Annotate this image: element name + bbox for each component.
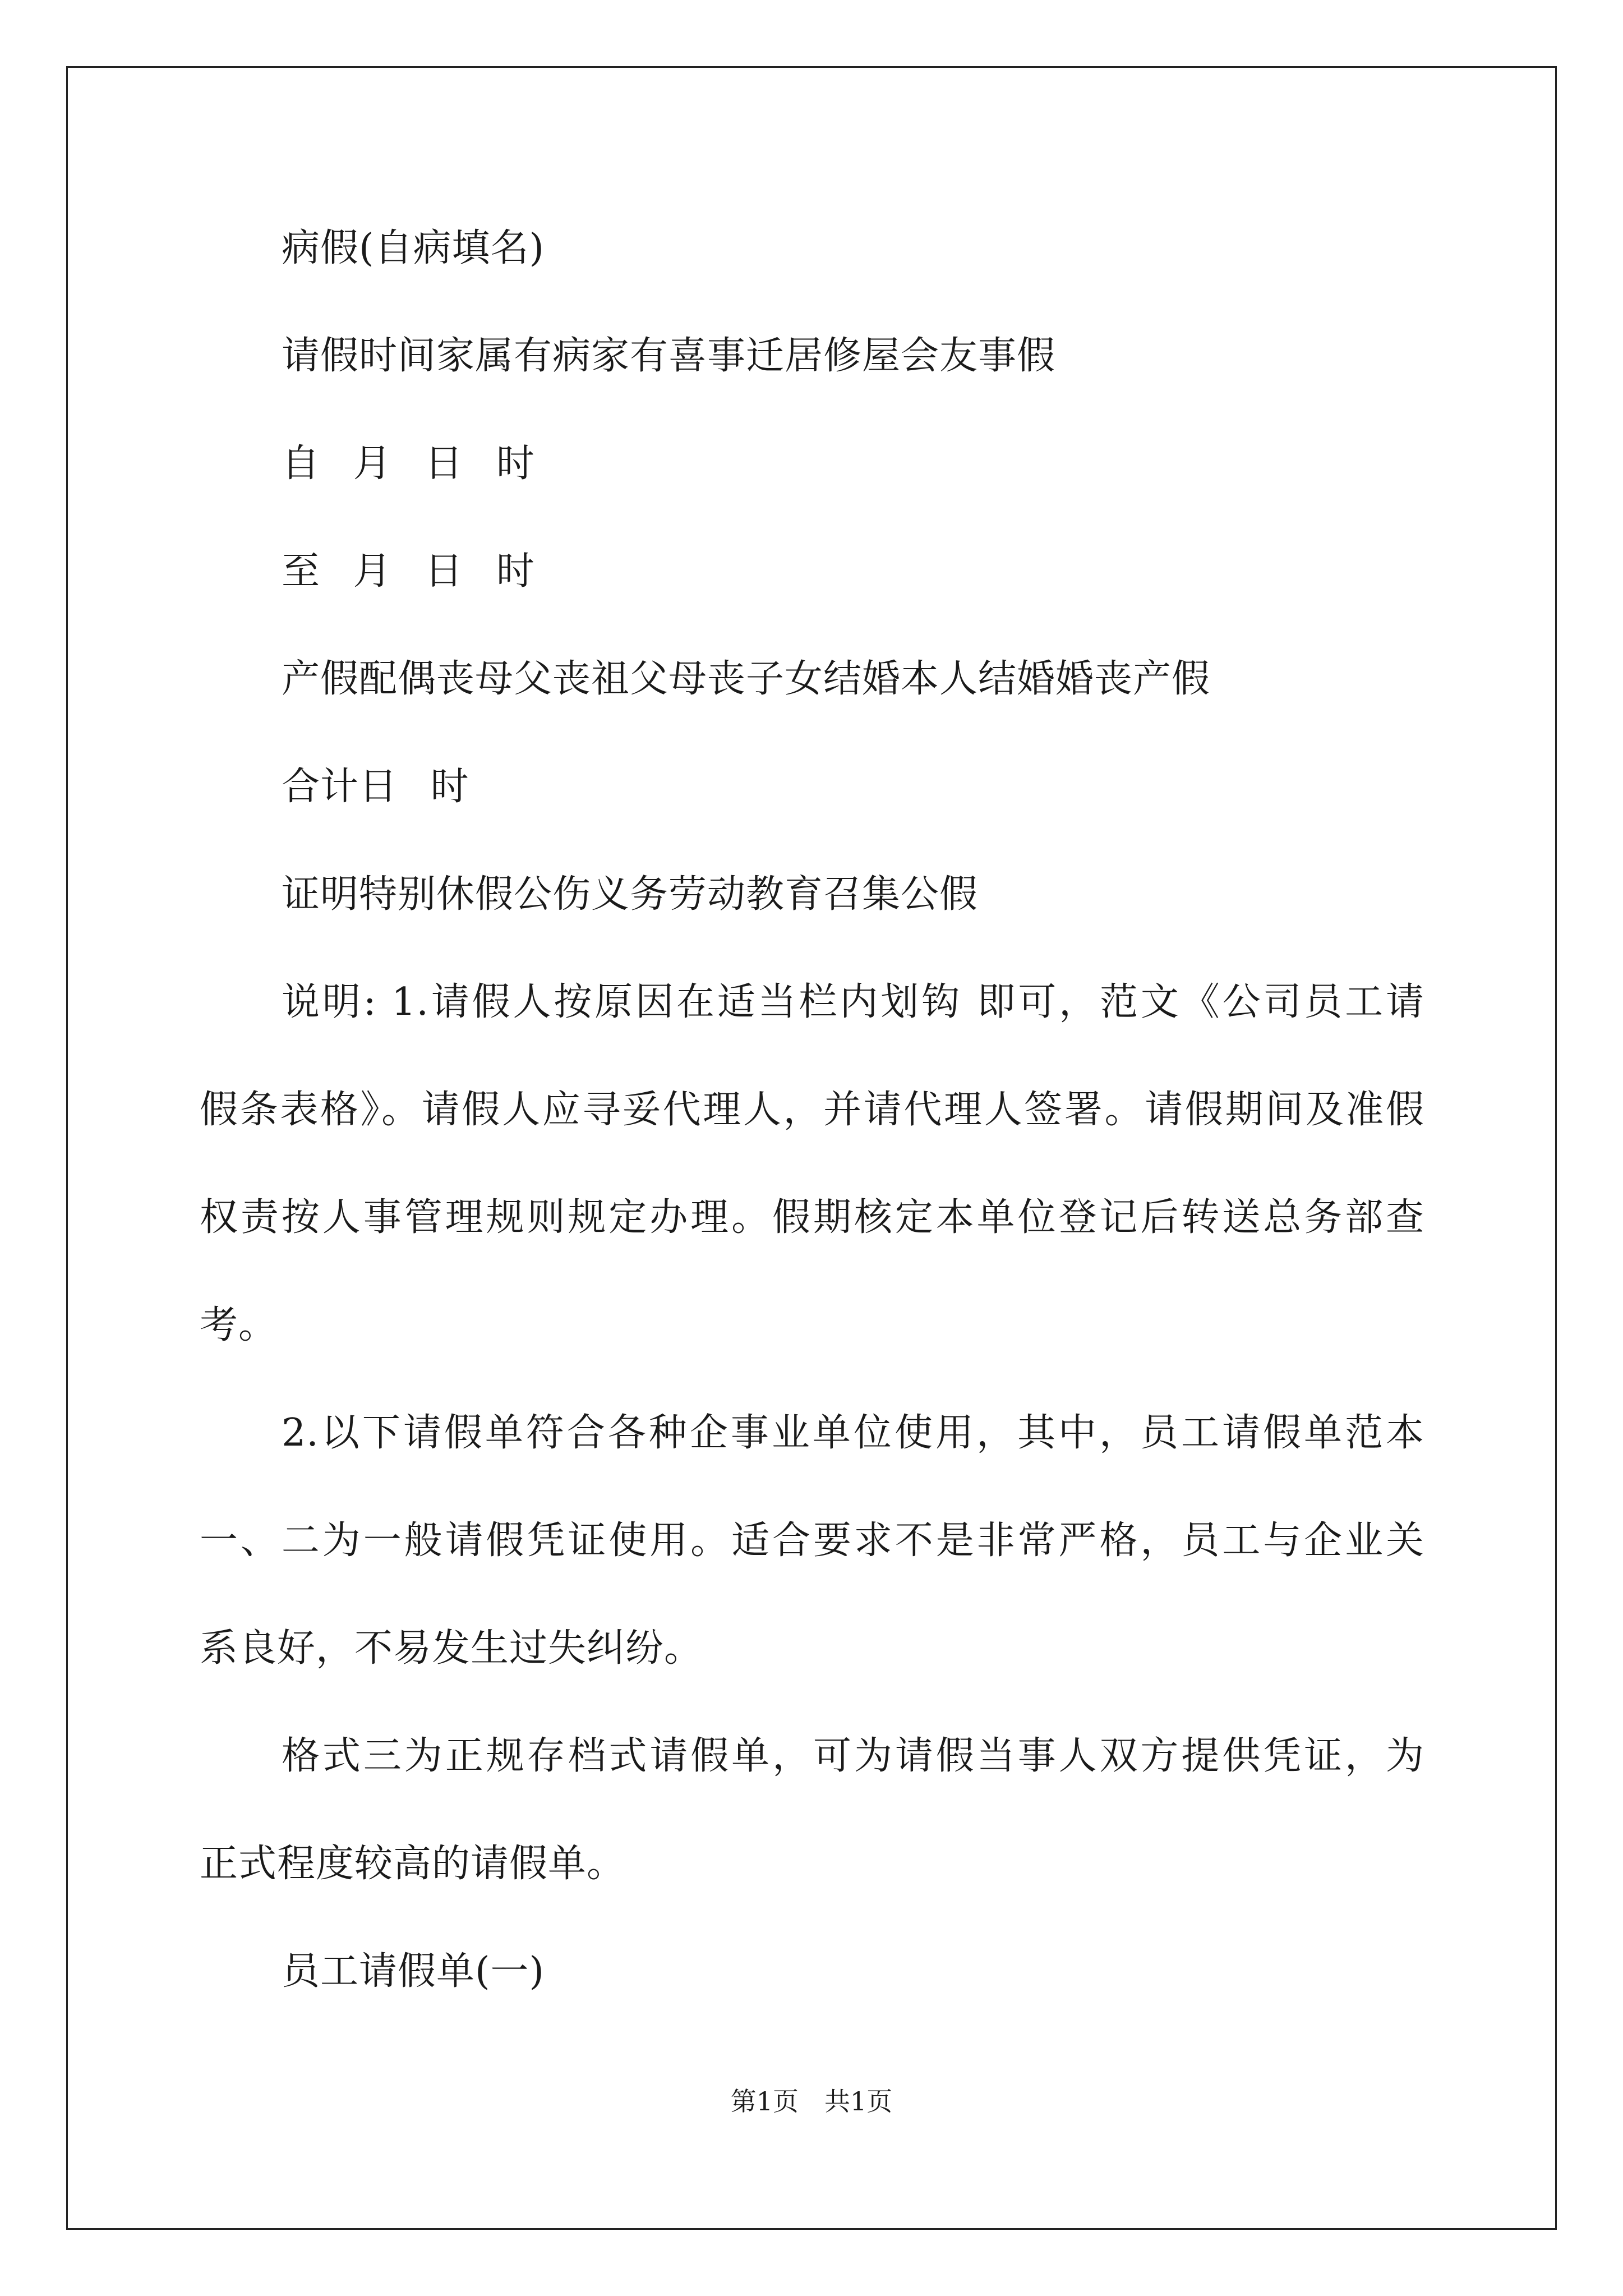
page-number: 第1页 共1页 bbox=[730, 2086, 893, 2116]
maternity-leave-line: 产假配偶丧母父丧祖父母丧子女结婚本人结婚婚丧产假 bbox=[282, 657, 1211, 701]
note-2-line-1: 2.以下请假单符合各种企事业单位使用，其中，员工请假单范本 bbox=[282, 1411, 1424, 1455]
note-3-line-1: 格式三为正规存档式请假单，可为请假当事人双方提供凭证，为 bbox=[282, 1734, 1424, 1778]
form-title: 员工请假单(一) bbox=[282, 1949, 545, 1994]
leave-time-line: 请假时间家属有病家有喜事迁居修屋会友事假 bbox=[282, 334, 1056, 378]
note-1-line-3: 权责按人事管理规则规定办理。假期核定本单位登记后转送总务部查 bbox=[200, 1195, 1424, 1240]
note-1-line-4: 考。 bbox=[200, 1303, 278, 1347]
page-border bbox=[66, 66, 1557, 2230]
from-date-line: 自 月 日 时 bbox=[282, 441, 535, 486]
note-2-line-2: 一、二为一般请假凭证使用。适合要求不是非常严格，员工与企业关 bbox=[200, 1519, 1424, 1563]
note-1-line-1: 说明: 1.请假人按原因在适当栏内划钩 即可，范文《公司员工请 bbox=[282, 980, 1424, 1024]
note-3-line-2: 正式程度较高的请假单。 bbox=[200, 1842, 626, 1886]
to-date-line: 至 月 日 时 bbox=[282, 549, 535, 593]
sick-leave-line: 病假(自病填名) bbox=[282, 226, 545, 270]
total-line: 合计日 时 bbox=[282, 765, 469, 809]
note-1-line-2: 假条表格》。请假人应寻妥代理人，并请代理人签署。请假期间及准假 bbox=[200, 1088, 1424, 1132]
note-2-line-3: 系良好，不易发生过失纠纷。 bbox=[200, 1626, 703, 1671]
certificate-line: 证明特别休假公伤义务劳动教育召集公假 bbox=[282, 872, 979, 917]
